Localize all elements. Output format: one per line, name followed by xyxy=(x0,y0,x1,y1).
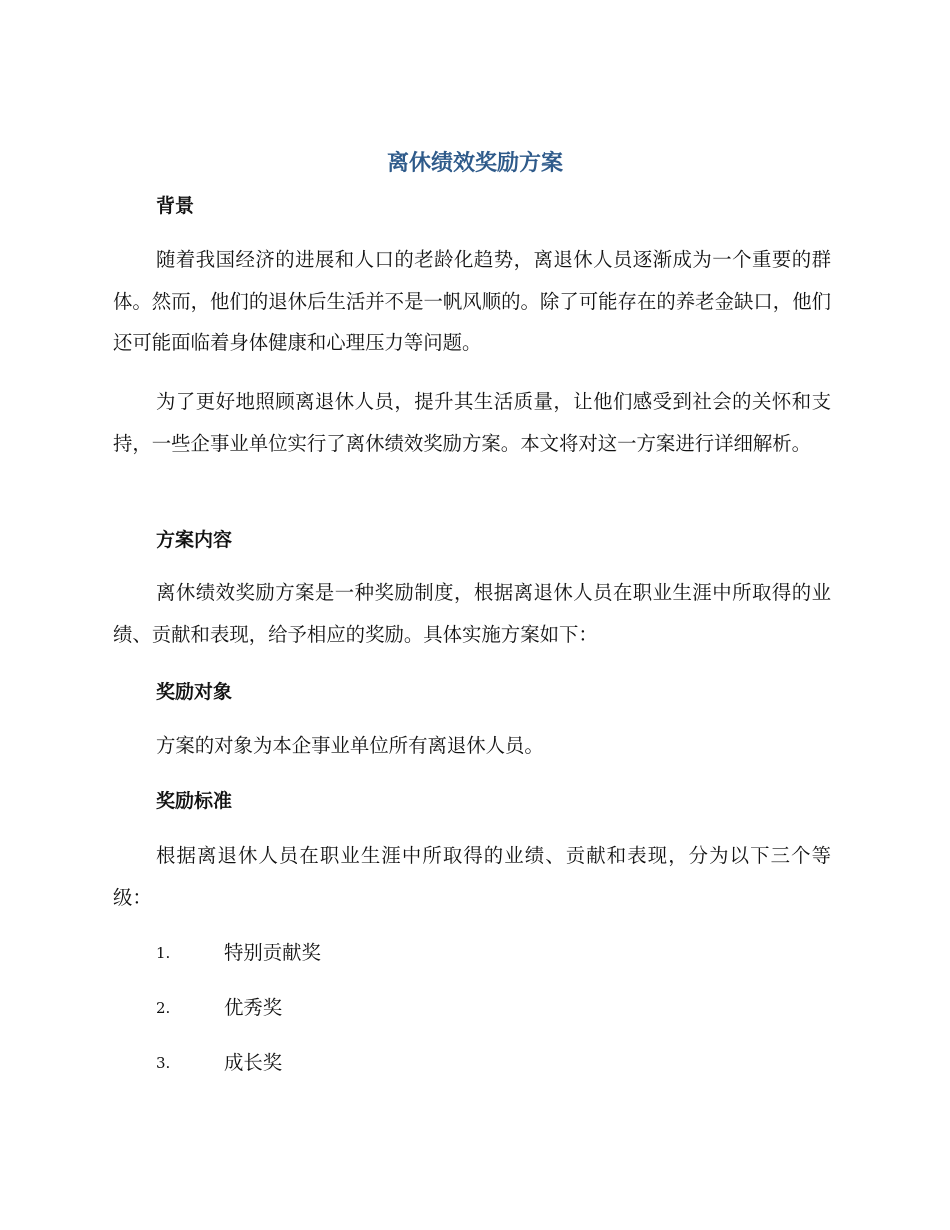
section-heading-target: 奖励对象 xyxy=(156,681,233,703)
list-item-number: 3. xyxy=(156,1054,171,1072)
standard-paragraph: 根据离退休人员在职业生涯中所取得的业绩、贡献和表现，分为以下三个等级： xyxy=(113,844,831,909)
section-heading-standard: 奖励标准 xyxy=(156,790,233,812)
document-title: 离休绩效奖励方案 xyxy=(386,151,563,176)
background-paragraph-2: 为了更好地照顾离退休人员，提升其生活质量，让他们感受到社会的关怀和支持，一些企事业单位实行了离休绩效奖励方案。本文将对这一方案进行详细解析。 xyxy=(113,390,831,455)
list-item xyxy=(156,938,756,968)
content-paragraph: 离休绩效奖励方案是一种奖励制度，根据离退休人员在职业生涯中所取得的业绩、贡献和表现，给予相应的奖励。具体实施方案如下： xyxy=(113,581,831,646)
list-item-number: 2. xyxy=(156,999,171,1017)
list-item-label: 特别贡献奖 xyxy=(224,941,321,964)
background-paragraph-1: 随着我国经济的进展和人口的老龄化趋势，离退休人员逐渐成为一个重要的群体。然而，他们的退休后生活并不是一帆风顺的。除了可能存在的养老金缺口，他们还可能面临着身体健康和心理压力等问题。 xyxy=(113,248,831,354)
target-paragraph: 方案的对象为本企事业单位所有离退休人员。 xyxy=(156,734,544,757)
list-item-number: 1. xyxy=(156,944,171,962)
section-heading-content: 方案内容 xyxy=(156,529,233,551)
list-item-label: 优秀奖 xyxy=(224,996,283,1019)
list-item xyxy=(156,1048,756,1078)
list-item-label: 成长奖 xyxy=(224,1051,283,1074)
section-heading-background: 背景 xyxy=(156,195,195,217)
list-item xyxy=(156,993,756,1023)
